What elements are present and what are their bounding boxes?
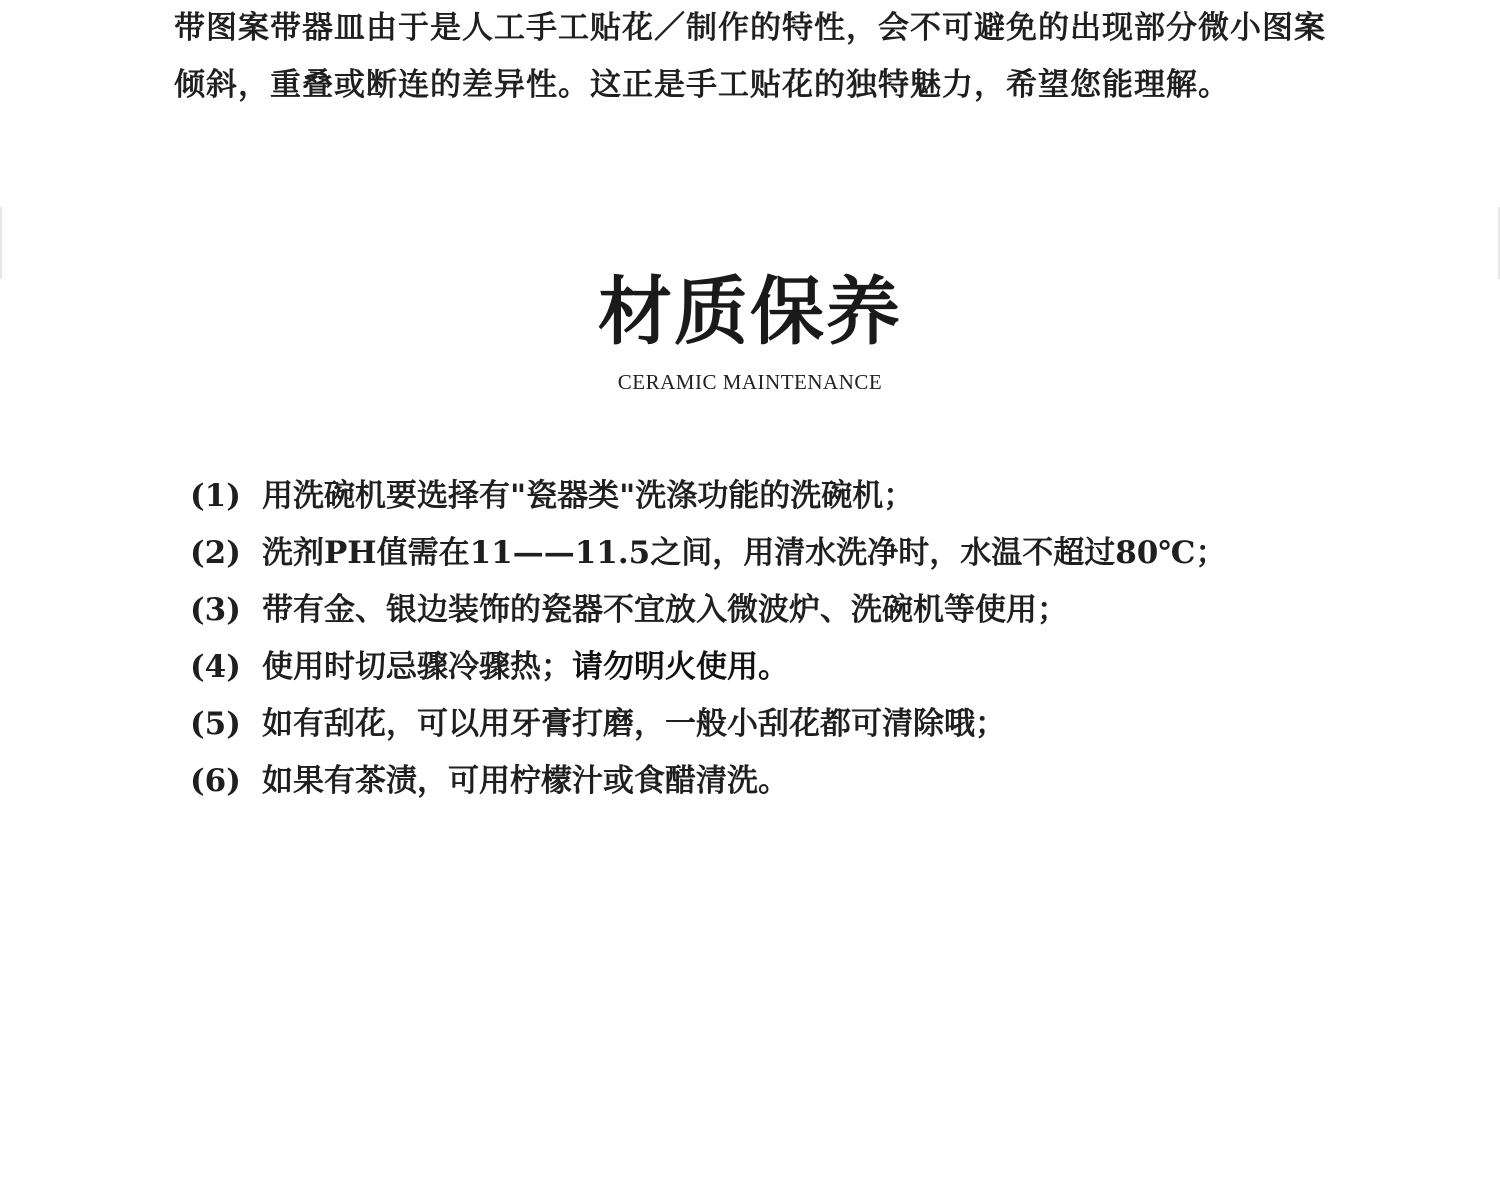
- care-item-text: 如果有茶渍，可用柠檬汁或食醋清洗。: [262, 763, 789, 799]
- care-item-number: (5): [190, 706, 241, 742]
- care-item-text: 用洗碗机要选择有"瓷器类"洗涤功能的洗碗机；: [262, 478, 915, 514]
- care-item: [190, 525, 1340, 582]
- care-item-text: 如有刮花，可以用牙膏打磨，一般小刮花都可清除哦；: [262, 706, 1006, 742]
- care-item: [190, 468, 1340, 525]
- care-item: [190, 753, 1340, 810]
- section-title: 材质保养: [598, 269, 902, 355]
- care-item-text: 带有金、银边装饰的瓷器不宜放入微波炉、洗碗机等使用；: [262, 592, 1068, 628]
- section-heading: [0, 262, 1500, 396]
- care-item-number: (1): [190, 478, 241, 514]
- care-item: [190, 582, 1340, 639]
- care-instructions-list: [190, 468, 1340, 810]
- care-item-warning: 请勿明火使用。: [572, 649, 789, 685]
- care-item: [190, 696, 1340, 753]
- care-item: [190, 639, 1340, 696]
- intro-paragraph: 带图案带器皿由于是人工手工贴花／制作的特性，会不可避免的出现部分微小图案倾斜，重叠或断连的差异性。这正是手工贴花的独特魅力，希望您能理解。: [174, 10, 1326, 103]
- section-subtitle: CERAMIC MAINTENANCE: [617, 370, 883, 394]
- care-item-number: (6): [190, 763, 241, 799]
- care-item-number: (4): [190, 649, 241, 685]
- care-item-number: (3): [190, 592, 241, 628]
- care-item-text: 使用时切忌骤冷骤热；: [262, 649, 572, 685]
- care-item-text: 洗剂PH值需在11——11.5之间，用清水洗净时，水温不超过80℃；: [262, 535, 1227, 571]
- care-item-number: (2): [190, 535, 241, 571]
